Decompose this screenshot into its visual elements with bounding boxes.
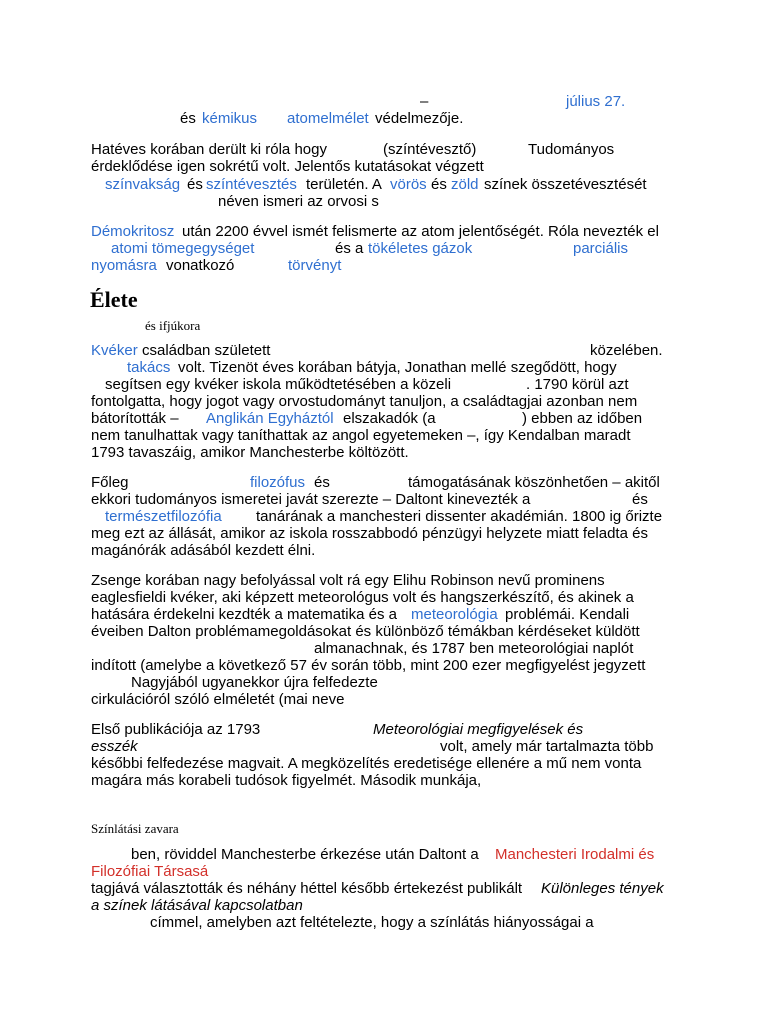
text: támogatásának köszönhetően – akitől: [408, 474, 660, 491]
text: Főleg: [91, 474, 129, 491]
text: tanárának a manchesteri dissenter akadémián. 1800 ig őrizte: [256, 508, 663, 525]
link-philosopher[interactable]: filozófus: [250, 474, 306, 491]
text: érdeklődése igen sokrétű volt. Jelentős kutatásokat végzett: [91, 158, 484, 175]
text: ben, röviddel Manchesterbe érkezése után Daltont a: [131, 846, 479, 863]
text: . 1790 körül azt: [526, 376, 629, 393]
text: és: [632, 491, 648, 508]
text: a színek látásával kapcsolatban: [91, 897, 303, 914]
text: későbbi felfedezése magvait. A megközelítés eredetisége ellenére a mű nem vonta: [91, 755, 642, 772]
text: és: [187, 176, 203, 193]
link-green[interactable]: zöld: [451, 176, 479, 193]
text: családban született: [142, 342, 271, 359]
text: Nagyjából ugyanekkor újra felfedezte: [131, 674, 378, 691]
link-date[interactable]: július 27.: [566, 93, 626, 110]
link-natural-philosophy[interactable]: természetfilozófia: [105, 508, 222, 525]
text: címmel, amelyben azt feltételezte, hogy a színlátás hiányosságai a: [150, 914, 594, 931]
text: néven ismeri az orvosi s: [218, 193, 379, 210]
text: hatására érdekelni kezdték a matematika és a: [91, 606, 397, 623]
link-ideal-gases[interactable]: tökéletes gázok: [368, 240, 473, 257]
text: esszék: [91, 738, 138, 755]
link-manchester-society[interactable]: Manchesteri Irodalmi és: [495, 846, 655, 863]
link-manchester-society-cont[interactable]: Filozófiai Társasá: [91, 863, 209, 880]
text: 1793 tavaszáig, amikor Manchesterbe költözött.: [91, 444, 409, 461]
link-pressure[interactable]: nyomásra: [91, 257, 157, 274]
text: tagjává választották és néhány héttel később értekezést publikált: [91, 880, 523, 897]
text: Tudományos: [528, 141, 615, 158]
link-red[interactable]: vörös: [390, 176, 427, 193]
text: után 2200 évvel ismét felismerte az atom jelentőségét. Róla nevezték el: [182, 223, 659, 240]
text: és: [431, 176, 447, 193]
text: volt, amely már tartalmazta több: [440, 738, 654, 755]
text: volt. Tizenöt éves korában bátyja, Jonathan mellé szegődött, hogy: [178, 359, 617, 376]
text: és a: [335, 240, 364, 257]
text: Különleges tények: [541, 880, 664, 897]
link-democritus[interactable]: Démokritosz: [91, 223, 175, 240]
link-weaver[interactable]: takács: [127, 359, 171, 376]
link-partial[interactable]: parciális: [573, 240, 629, 257]
text: nem tanulhattak vagy taníthattak az angol egyetemeken –, így Kendalban maradt: [91, 427, 631, 444]
intro-dash: –: [420, 93, 429, 110]
link-atomic-theory[interactable]: atomelmélet: [287, 110, 369, 127]
text: cirkulációról szóló elméletét (mai neve: [91, 691, 345, 708]
text: közelében.: [590, 342, 663, 359]
section-subheading: és ifjúkora: [145, 318, 201, 333]
text: (színtévesztő): [383, 141, 477, 158]
text: ekkori tudományos ismeretei javát szerezte – Daltont kinevezték a: [91, 491, 531, 508]
text: magánórák adásából kezdett élni.: [91, 542, 316, 559]
text: és: [314, 474, 330, 491]
text: magára más korabeli tudósok figyelmét. Második munkája,: [91, 772, 482, 789]
section-subheading: Színlátási zavara: [91, 821, 179, 836]
text: meg ezt az állását, amikor az iskola rosszabbodó pénzügyi helyzete miatt feladta és: [91, 525, 648, 542]
text: segítsen egy kvéker iskola működtetésében a közeli: [105, 376, 452, 393]
text: területén. A: [306, 176, 382, 193]
text: eaglesfieldi kvéker, aki képzett meteorológus volt és hangszerkészítő, és akinek a: [91, 589, 634, 606]
text: bátorították –: [91, 410, 179, 427]
text: elszakadók (a: [343, 410, 436, 427]
text: Meteorológiai megfigyelések és: [373, 721, 584, 738]
text: ) ebben az időben: [522, 410, 643, 427]
text: színek összetévesztését: [484, 176, 647, 193]
text: fontolgatta, hogy jogot vagy orvostudományt tanuljon, a családtagjai azonban nem: [91, 393, 638, 410]
text: Hatéves korában derült ki róla hogy: [91, 141, 327, 158]
text: problémái. Kendali: [505, 606, 630, 623]
text: almanachnak, és 1787 ben meteorológiai naplót: [314, 640, 634, 657]
text: védelmezője.: [375, 110, 464, 127]
text: Zsenge korában nagy befolyással volt rá egy Elihu Robinson nevű prominens: [91, 572, 605, 589]
link-anglican-church[interactable]: Anglikán Egyháztól: [206, 410, 334, 427]
text: és: [180, 110, 196, 127]
text: éveiben Dalton problémamegoldásokat és különböző témákban kérdéseket küldött: [91, 623, 640, 640]
text: indított (amelybe a következő 57 év során több, mint 200 ezer megfigyelést jegyzett: [91, 657, 646, 674]
link-quaker[interactable]: Kvéker: [91, 342, 138, 359]
link-chemist[interactable]: kémikus: [202, 110, 258, 127]
section-heading: Élete: [90, 287, 138, 312]
link-atomic-mass-unit[interactable]: atomi tömegegységet: [111, 240, 255, 257]
text: vonatkozó: [166, 257, 235, 274]
link-law[interactable]: törvényt: [288, 257, 342, 274]
link-color-confusion[interactable]: színtévesztés: [206, 176, 297, 193]
text: Első publikációja az 1793: [91, 721, 261, 738]
link-color-blindness[interactable]: színvakság: [105, 176, 181, 193]
link-meteorology[interactable]: meteorológia: [411, 606, 498, 623]
